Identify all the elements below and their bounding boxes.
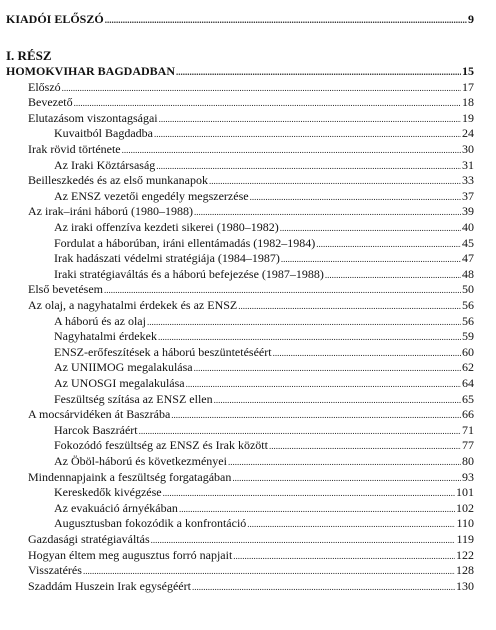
toc-entry [28, 470, 474, 485]
toc-leader-dots [269, 438, 461, 453]
toc-leader-dots [171, 407, 461, 422]
toc-leader-dots [122, 142, 461, 157]
toc-page-number: 56 [462, 313, 474, 328]
toc-entry [54, 360, 474, 375]
toc-page-number: 33 [462, 173, 474, 188]
toc-page-number: 64 [462, 376, 474, 390]
toc-leader-dots [194, 360, 461, 375]
toc-entry-label: Az irak–iráni háború (1980–1988) [28, 204, 193, 219]
toc-entry [54, 423, 474, 438]
toc-entry-label: ENSZ-erőfeszítések a háború beszüntetéséért [54, 344, 272, 359]
toc-entry [54, 501, 474, 516]
toc-entry [54, 438, 474, 453]
toc-leader-dots [250, 189, 461, 204]
toc-entry [54, 376, 474, 391]
toc-entry [54, 251, 474, 266]
toc-entry-label: Mindennapjaink a feszültség forgatagában [28, 469, 232, 484]
toc-leader-dots [104, 282, 461, 297]
toc-entry-label: Irak hadászati védelmi stratégiája (1984–1987) [54, 251, 280, 266]
toc-leader-dots [154, 126, 461, 141]
toc-page-number: 93 [462, 469, 474, 484]
toc-page-number: 50 [462, 282, 474, 297]
toc-leader-dots [159, 111, 461, 126]
toc-page-number: 102 [456, 500, 474, 515]
toc-entry [54, 345, 474, 360]
toc-page-number: 47 [462, 251, 474, 266]
toc-entry [54, 392, 474, 407]
toc-page-number: 77 [462, 438, 474, 453]
toc-leader-dots [280, 220, 461, 235]
toc-entry-label: HOMOKVIHAR BAGDADBAN [6, 64, 176, 78]
toc-page-number: 59 [462, 329, 474, 344]
toc-page-number: 66 [462, 407, 474, 422]
toc-entry [28, 282, 474, 297]
toc-entry-label: Irak rövid története [28, 142, 121, 156]
toc-leader-dots [176, 64, 461, 79]
toc-entry [28, 173, 474, 188]
toc-page-number: 15 [462, 64, 474, 78]
toc-entry-label: Augusztusban fokozódik a konfrontáció [54, 516, 247, 531]
toc-page-number: 18 [462, 95, 474, 110]
toc-leader-dots [192, 579, 455, 594]
toc-entry-label: Elutazásom viszontagságai [28, 110, 158, 125]
toc-leader-dots [139, 423, 461, 438]
toc-entry-label: Nagyhatalmi érdekek [54, 329, 157, 344]
toc-page-number: 110 [456, 516, 474, 531]
toc-leader-dots [273, 345, 461, 360]
toc-page-number: 9 [468, 12, 474, 26]
toc-entry [54, 516, 474, 531]
toc-leader-dots [214, 392, 461, 407]
toc-entry [54, 485, 474, 500]
toc-entry [54, 220, 474, 235]
toc-leader-dots [194, 204, 461, 219]
toc-page-number: 80 [462, 454, 474, 468]
toc-entry-label: Első bevetésem [28, 282, 103, 297]
toc-page-number: 62 [462, 360, 474, 375]
toc-leader-dots [147, 314, 461, 329]
toc-entry [28, 579, 474, 594]
toc-leader-dots [233, 548, 455, 563]
toc-leader-dots [209, 173, 461, 188]
toc-entry [54, 267, 474, 282]
toc-page-number: 56 [462, 298, 474, 312]
toc-page-number: 128 [456, 563, 474, 578]
toc-entry [28, 95, 474, 110]
toc-leader-dots [156, 158, 461, 173]
toc-entry-label: KIADÓI ELŐSZÓ [6, 12, 104, 26]
toc-page-number: 122 [456, 547, 474, 562]
toc-leader-dots [316, 236, 461, 251]
toc-entry-label: Fokozódó feszültség az ENSZ és Irak között [54, 438, 268, 453]
toc-entry-label: Kuvaitból Bagdadba [54, 126, 153, 141]
toc-entry [28, 532, 474, 547]
toc-entry-label: Feszültség szítása az ENSZ ellen [54, 391, 213, 406]
toc-entry [28, 111, 474, 126]
toc-leader-dots [281, 251, 461, 266]
toc-leader-dots [179, 501, 455, 516]
toc-page-number: 40 [462, 220, 474, 234]
toc-entry [54, 236, 474, 251]
toc-page-number: 130 [456, 578, 474, 593]
toc-entry-label: Az evakuáció árnyékában [54, 500, 178, 515]
toc-leader-dots [325, 267, 461, 282]
toc-entry [54, 329, 474, 344]
toc-entry-label: Gazdasági stratégiaváltás [28, 532, 150, 546]
toc-page-number: 65 [462, 391, 474, 406]
toc-leader-dots [228, 454, 461, 469]
toc-leader-dots [74, 95, 461, 110]
toc-entry-label: Hogyan éltem meg augusztus forró napjait [28, 547, 233, 562]
toc-entry [28, 407, 474, 422]
toc-leader-dots [151, 532, 456, 547]
toc-leader-dots [83, 563, 455, 578]
toc-page-number: 101 [456, 485, 474, 500]
toc-entry [28, 204, 474, 219]
toc-entry [54, 189, 474, 204]
toc-leader-dots [238, 298, 461, 313]
toc-page-number: 37 [462, 188, 474, 203]
toc-entry-label: Visszatérés [28, 563, 82, 578]
toc-entry-label: Az Öböl-háború és következményei [54, 454, 227, 468]
toc-entry-label: Bevezető [28, 95, 73, 110]
toc-leader-dots [186, 376, 461, 391]
toc-entry-label: A mocsárvidéken át Baszrába [28, 407, 171, 422]
toc-page-number: 17 [462, 79, 474, 94]
toc-page-number: 48 [462, 266, 474, 281]
toc-entry-label: A háború és az olaj [54, 313, 146, 328]
toc-entry-label: Kereskedők kivégzése [54, 485, 162, 500]
toc-entry-label: Beilleszkedés és az első munkanapok [28, 173, 208, 188]
toc-page-number: 19 [462, 110, 474, 125]
toc-entry-label: Az UNIIMOG megalakulása [54, 360, 193, 375]
toc-entry-label: Előszó [28, 79, 61, 94]
toc-page-number: 71 [462, 422, 474, 437]
toc-leader-dots [163, 485, 455, 500]
toc-leader-dots [105, 12, 467, 27]
toc-entry [6, 64, 474, 79]
toc-entry-intro [6, 12, 474, 27]
toc-page-number: 45 [462, 235, 474, 250]
toc-page-number: 119 [456, 532, 474, 546]
toc-entry-label: Az ENSZ vezetői engedély megszerzése [54, 188, 249, 203]
toc-entry-label: Szaddám Huszein Irak egységéért [28, 578, 191, 593]
toc-entry [28, 563, 474, 578]
toc-entry-label: Iraki stratégiaváltás és a háború befejezése (1987–1988) [54, 266, 324, 281]
toc-entry-label: Harcok Baszráért [54, 422, 138, 437]
toc-page-number: 31 [462, 157, 474, 172]
toc-entry-label: Az Iraki Köztársaság [54, 157, 156, 172]
toc-entry-label: Az olaj, a nagyhatalmi érdekek és az ENSZ [28, 298, 238, 312]
toc-entry [54, 158, 474, 173]
part-heading: I. RÉSZ [6, 48, 52, 63]
toc-leader-dots [232, 470, 461, 485]
toc-entry-label: Az UNOSGI megalakulása [54, 376, 185, 390]
toc-page-number: 30 [462, 142, 474, 156]
toc-page-number: 24 [462, 126, 474, 141]
toc-entry [54, 454, 474, 469]
toc-entry [54, 126, 474, 141]
toc-entry [28, 298, 474, 313]
toc-leader-dots [247, 516, 455, 531]
toc-entry [28, 80, 474, 95]
toc-page-number: 39 [462, 204, 474, 219]
toc-entry [54, 314, 474, 329]
toc-page-number: 60 [462, 344, 474, 359]
toc-leader-dots [62, 80, 461, 95]
toc-entry-label: Az iraki offenzíva kezdeti sikerei (1980–1982) [54, 220, 279, 234]
toc-entry [28, 142, 474, 157]
toc-entry-label: Fordulat a háborúban, iráni ellentámadás (1982–1984) [54, 235, 316, 250]
toc-entry [28, 548, 474, 563]
toc-leader-dots [158, 329, 461, 344]
